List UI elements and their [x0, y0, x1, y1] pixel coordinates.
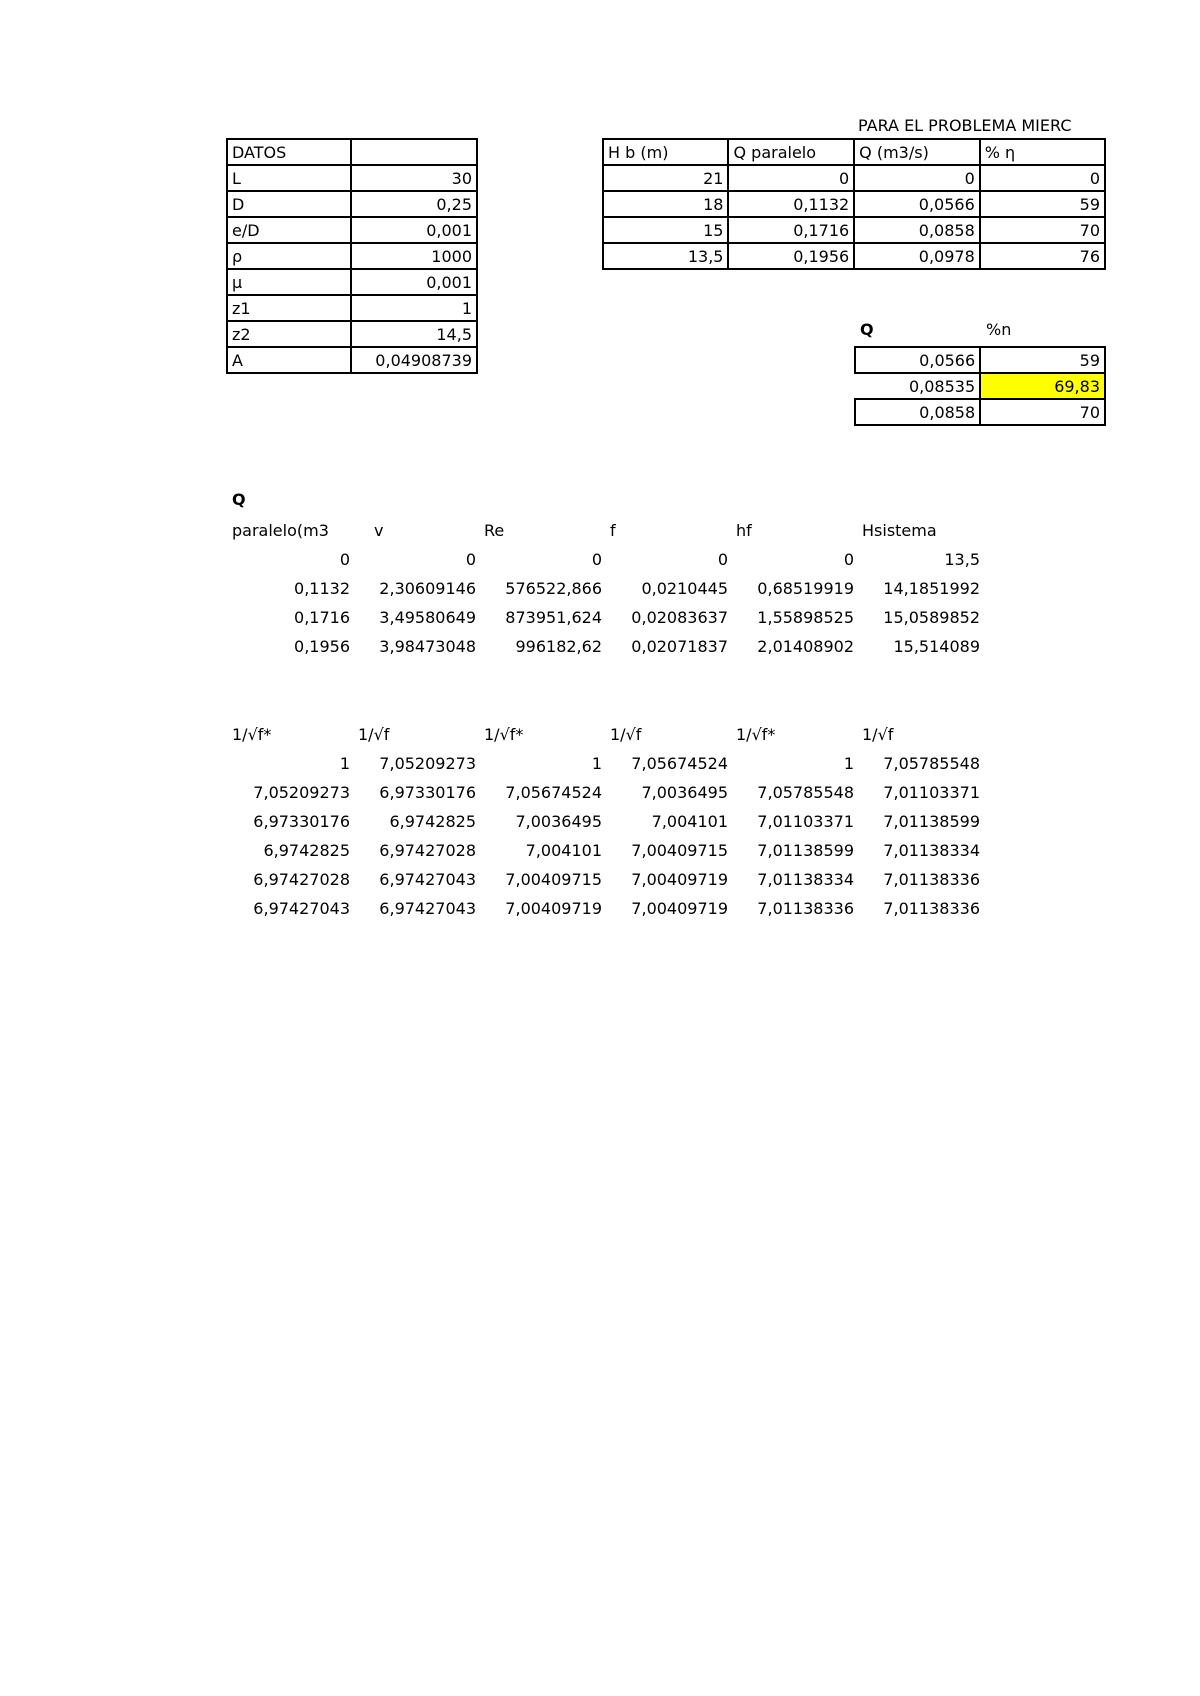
- iteration-header: 1/√f: [610, 725, 642, 744]
- table-row: [227, 165, 477, 191]
- iteration-cell: 7,05209273: [253, 783, 350, 802]
- iteration-cell: 6,97330176: [379, 783, 476, 802]
- system-cell: 0,1956: [294, 637, 350, 656]
- datos-label: z2: [227, 321, 351, 347]
- datos-value: 1: [351, 295, 477, 321]
- system-cell: 0,1716: [294, 608, 350, 627]
- interp-header-q: Q: [860, 320, 874, 339]
- interp-cell: 0,08535: [908, 376, 976, 396]
- table-row: [228, 894, 984, 923]
- interp-cell: 0,0858: [855, 399, 980, 425]
- iteration-header: 1/√f*: [736, 725, 776, 744]
- iteration-cell: 7,004101: [525, 841, 602, 860]
- datos-label: μ: [227, 269, 351, 295]
- table-row: [603, 217, 1105, 243]
- datos-value: 14,5: [351, 321, 477, 347]
- table-row: [228, 749, 984, 778]
- iteration-cell: 6,97427028: [253, 870, 350, 889]
- pump-cell: 15: [603, 217, 728, 243]
- table-row: [228, 778, 984, 807]
- iteration-cell: 7,05674524: [631, 754, 728, 773]
- iteration-cell: 7,01138334: [883, 841, 980, 860]
- iteration-cell: 7,004101: [651, 812, 728, 831]
- table-row: [228, 545, 984, 574]
- table-row: [228, 865, 984, 894]
- system-cell: 0,68519919: [757, 579, 854, 598]
- system-cell: 13,5: [944, 550, 980, 569]
- pump-cell: 13,5: [603, 243, 728, 269]
- system-cell: 2,01408902: [757, 637, 854, 656]
- pump-cell: 0: [854, 165, 980, 191]
- iteration-cell: 7,05209273: [379, 754, 476, 773]
- pump-header-hb: H b (m): [603, 139, 728, 165]
- datos-table: [226, 138, 478, 374]
- interp-table: [854, 346, 1106, 426]
- iteration-cell: 1: [843, 754, 854, 773]
- system-header: paralelo(m3: [232, 521, 329, 540]
- iteration-cell: 7,01103371: [757, 812, 854, 831]
- iteration-cell: 7,00409719: [505, 899, 602, 918]
- iteration-cell: 7,01103371: [883, 783, 980, 802]
- pump-header-eff: % η: [980, 139, 1105, 165]
- iteration-cell: 7,0036495: [641, 783, 728, 802]
- datos-label: D: [227, 191, 351, 217]
- iteration-cell: 7,01138336: [757, 899, 854, 918]
- iteration-cell: 6,9742825: [389, 812, 476, 831]
- pump-cell: 0,1956: [728, 243, 854, 269]
- iteration-header: 1/√f: [862, 725, 894, 744]
- iteration-cell: 7,05785548: [757, 783, 854, 802]
- iteration-header: 1/√f*: [484, 725, 524, 744]
- interp-header-eff: %n: [986, 320, 1012, 339]
- system-cell: 0,1132: [294, 579, 350, 598]
- system-header-q: Q: [232, 490, 246, 509]
- table-row: [228, 720, 984, 749]
- pump-cell: 0: [728, 165, 854, 191]
- datos-value: 0,001: [351, 269, 477, 295]
- iteration-cell: 6,97427043: [253, 899, 350, 918]
- system-cell: 996182,62: [515, 637, 602, 656]
- datos-value: 1000: [351, 243, 477, 269]
- system-cell: 15,514089: [893, 637, 980, 656]
- datos-label: A: [227, 347, 351, 373]
- system-cell: 15,0589852: [883, 608, 980, 627]
- datos-header-value: [351, 139, 477, 165]
- system-cell: 0: [591, 550, 602, 569]
- pump-table: [602, 138, 1106, 270]
- system-cell: 0: [339, 550, 350, 569]
- iteration-cell: 7,00409719: [631, 899, 728, 918]
- iteration-header: 1/√f: [358, 725, 390, 744]
- interp-cell: 70: [980, 399, 1105, 425]
- system-header: Re: [484, 521, 505, 540]
- iteration-cell: 7,05785548: [883, 754, 980, 773]
- iteration-cell: 6,97330176: [253, 812, 350, 831]
- system-cell: 873951,624: [505, 608, 602, 627]
- datos-label: ρ: [227, 243, 351, 269]
- iteration-cell: 7,05674524: [505, 783, 602, 802]
- pump-cell: 70: [980, 217, 1105, 243]
- system-cell: 0: [717, 550, 728, 569]
- system-header: v: [374, 521, 384, 540]
- table-row: [228, 807, 984, 836]
- page-title: PARA EL PROBLEMA MIERC: [858, 116, 1072, 135]
- iteration-header: 1/√f*: [232, 725, 272, 744]
- table-row: [227, 321, 477, 347]
- system-cell: 0: [465, 550, 476, 569]
- table-row: [603, 139, 1105, 165]
- pump-cell: 0,0858: [854, 217, 980, 243]
- table-row: [227, 139, 477, 165]
- interp-highlight-cell: 69,83: [980, 373, 1105, 399]
- iteration-cell: 7,01138336: [883, 870, 980, 889]
- system-cell: 3,49580649: [379, 608, 476, 627]
- iteration-cell: 6,97427043: [379, 899, 476, 918]
- pump-cell: 0,1132: [728, 191, 854, 217]
- system-cell: 0,02071837: [631, 637, 728, 656]
- system-cell: 14,1851992: [883, 579, 980, 598]
- table-row: [228, 836, 984, 865]
- table-row: [855, 399, 1105, 425]
- system-cell: 0: [843, 550, 854, 569]
- pump-cell: 21: [603, 165, 728, 191]
- system-cell: 0,02083637: [631, 608, 728, 627]
- system-cell: 3,98473048: [379, 637, 476, 656]
- interp-cell: 59: [980, 347, 1105, 373]
- system-header: f: [610, 521, 616, 540]
- table-row: [228, 574, 984, 603]
- iteration-cell: 7,0036495: [515, 812, 602, 831]
- datos-label: z1: [227, 295, 351, 321]
- pump-cell: 59: [980, 191, 1105, 217]
- table-row: [855, 373, 1105, 399]
- table-row: [228, 516, 984, 545]
- table-row: [227, 347, 477, 373]
- table-row: [227, 269, 477, 295]
- table-row: [603, 165, 1105, 191]
- datos-label: L: [227, 165, 351, 191]
- iteration-cell: 1: [591, 754, 602, 773]
- table-row: [228, 632, 984, 661]
- interp-cell: 0,0566: [855, 347, 980, 373]
- datos-label: e/D: [227, 217, 351, 243]
- iteration-cell: 6,97427028: [379, 841, 476, 860]
- pump-header-q: Q (m3/s): [854, 139, 980, 165]
- iteration-cell: 6,9742825: [263, 841, 350, 860]
- table-row: [855, 347, 1105, 373]
- system-header: hf: [736, 521, 752, 540]
- iteration-table: [228, 720, 984, 923]
- pump-cell: 0,0978: [854, 243, 980, 269]
- pump-header-q-paralelo: Q paralelo: [728, 139, 854, 165]
- system-table: [228, 516, 984, 661]
- table-row: [228, 603, 984, 632]
- table-row: [227, 243, 477, 269]
- pump-cell: 18: [603, 191, 728, 217]
- pump-cell: 76: [980, 243, 1105, 269]
- table-row: [227, 217, 477, 243]
- iteration-cell: 6,97427043: [379, 870, 476, 889]
- datos-value: 30: [351, 165, 477, 191]
- system-cell: 2,30609146: [379, 579, 476, 598]
- pump-cell: 0: [980, 165, 1105, 191]
- iteration-cell: 7,01138336: [883, 899, 980, 918]
- iteration-cell: 7,01138334: [757, 870, 854, 889]
- pump-cell: 0,0566: [854, 191, 980, 217]
- system-cell: 576522,866: [505, 579, 602, 598]
- table-row: [227, 295, 477, 321]
- datos-value: 0,001: [351, 217, 477, 243]
- iteration-cell: 1: [339, 754, 350, 773]
- table-row: [603, 191, 1105, 217]
- datos-value: 0,04908739: [351, 347, 477, 373]
- iteration-cell: 7,00409715: [505, 870, 602, 889]
- iteration-cell: 7,00409715: [631, 841, 728, 860]
- table-row: [227, 191, 477, 217]
- pump-cell: 0,1716: [728, 217, 854, 243]
- iteration-cell: 7,00409719: [631, 870, 728, 889]
- table-row: [603, 243, 1105, 269]
- system-header: Hsistema: [862, 521, 937, 540]
- system-cell: 0,0210445: [641, 579, 728, 598]
- datos-header-label: DATOS: [227, 139, 351, 165]
- datos-value: 0,25: [351, 191, 477, 217]
- system-cell: 1,55898525: [757, 608, 854, 627]
- iteration-cell: 7,01138599: [883, 812, 980, 831]
- iteration-cell: 7,01138599: [757, 841, 854, 860]
